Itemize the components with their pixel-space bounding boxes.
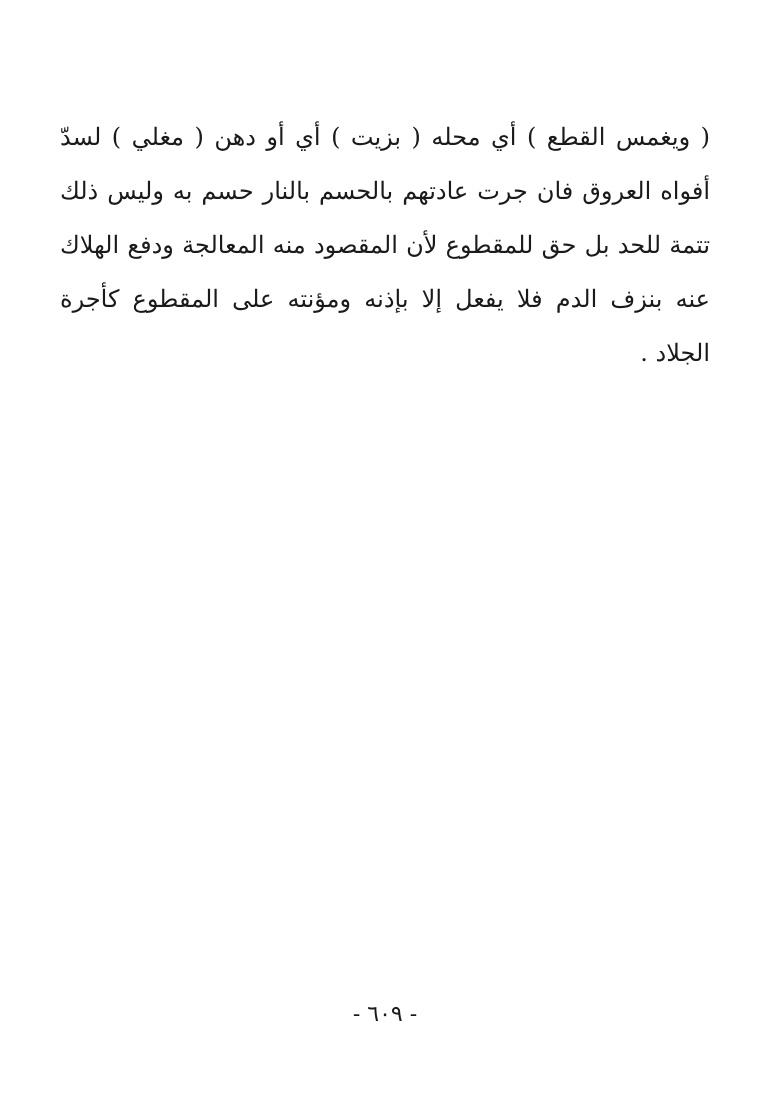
text-line-3: تتمة للحد بل حق للمقطوع لأن المقصود منه المعالجة ودفع الهلاك bbox=[60, 231, 710, 259]
page-number: - ٦٠٩ - bbox=[352, 1002, 418, 1027]
text-line-1: ( ويغمس القطع ) أي محله ( بزيت ) أي أو دهن ( مغلي ) لسدّ bbox=[60, 123, 710, 151]
text-line-2: أفواه العروق فان جرت عادتهم بالحسم بالنار حسم به وليس ذلك bbox=[60, 177, 710, 205]
text-line-4: عنه بنزف الدم فلا يفعل إلا بإذنه ومؤنته على المقطوع كأجرة bbox=[60, 285, 710, 313]
body-text bbox=[60, 110, 710, 380]
text-line-5: الجلاد . bbox=[640, 339, 710, 367]
